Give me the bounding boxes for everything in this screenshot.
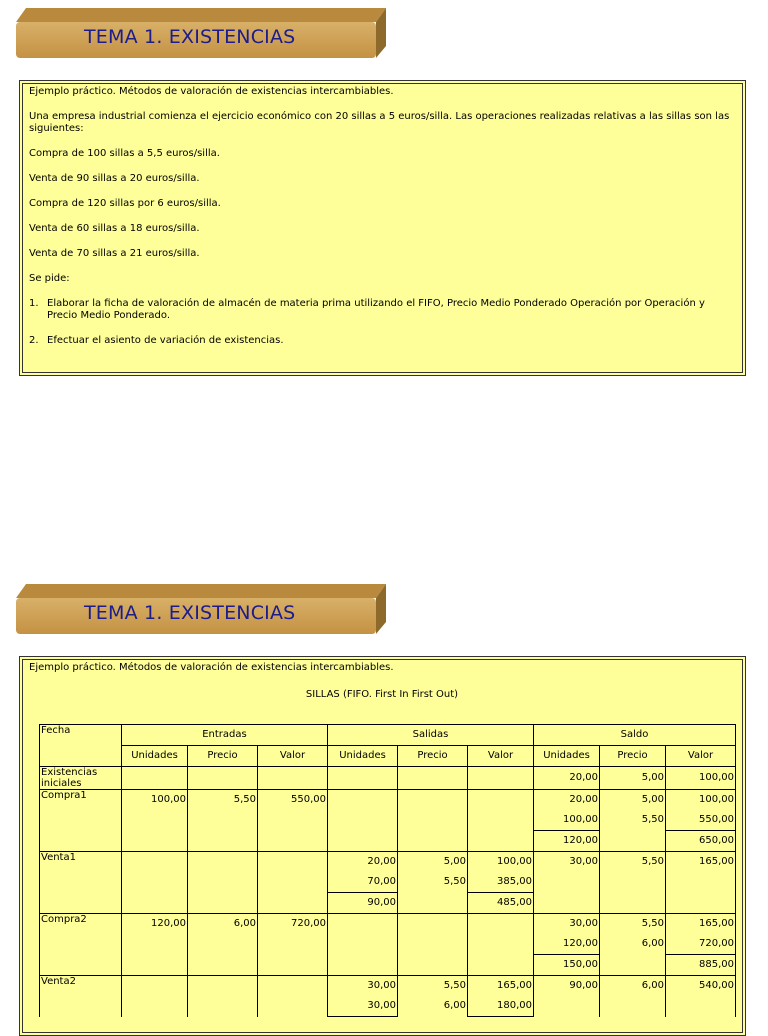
table-cell [600, 872, 666, 893]
table-cell [258, 996, 328, 1017]
table-cell [328, 790, 398, 811]
table-cell [122, 831, 188, 852]
table-cell [468, 767, 534, 790]
table-cell: 100,00 [666, 767, 736, 790]
table-cell [188, 976, 258, 997]
header-saldo: Saldo [534, 725, 736, 746]
table-cell: 6,00 [600, 934, 666, 955]
operation-item: Compra de 100 sillas a 5,5 euros/silla. [29, 148, 220, 159]
table-cell [122, 852, 188, 873]
header-unidades: Unidades [534, 746, 600, 767]
page-title: TEMA 1. EXISTENCIAS [84, 602, 296, 624]
table-cell [328, 831, 398, 852]
table-cell: 165,00 [666, 914, 736, 935]
row-fecha: Existencias iniciales [40, 767, 122, 790]
table-row [40, 955, 736, 976]
table-cell [328, 810, 398, 831]
operation-item: Venta de 90 sillas a 20 euros/silla. [29, 173, 200, 184]
table-cell [468, 810, 534, 831]
table-cell: 70,00 [328, 872, 398, 893]
table-cell [534, 872, 600, 893]
table-cell [468, 831, 534, 852]
table-cell: 720,00 [258, 914, 328, 935]
table-cell [258, 767, 328, 790]
table-cell: 540,00 [666, 976, 736, 997]
table-cell: 20,00 [534, 767, 600, 790]
table-cell [600, 893, 666, 914]
table-cell [398, 914, 468, 935]
table-header-groups [40, 725, 736, 746]
table-cell [188, 934, 258, 955]
table-cell [258, 852, 328, 873]
page-title: TEMA 1. EXISTENCIAS [84, 26, 296, 48]
table-cell: 100,00 [122, 790, 188, 811]
table-cell: 90,00 [534, 976, 600, 997]
table-cell [666, 996, 736, 1017]
table-cell: 90,00 [328, 893, 398, 914]
exercise-statement-box [19, 80, 746, 376]
table-cell: 5,50 [398, 976, 468, 997]
row-fecha: Compra1 [40, 790, 122, 852]
table-row [40, 872, 736, 893]
table-row [40, 934, 736, 955]
table-cell [258, 934, 328, 955]
exercise-intro: Una empresa industrial comienza el ejercicio económico con 20 sillas a 5 euros/silla. Las operaciones realizadas relativas a las sillas son las siguientes: [29, 111, 730, 134]
title-banner [14, 584, 386, 636]
operation-item: Compra de 120 sillas por 6 euros/silla. [29, 198, 221, 209]
exercise-heading: Ejemplo práctico. Métodos de valoración de existencias intercambiables. [29, 662, 394, 673]
table-cell [328, 767, 398, 790]
table-cell: 5,50 [188, 790, 258, 811]
table-cell: 165,00 [666, 852, 736, 873]
table-cell: 150,00 [534, 955, 600, 976]
table-cell [122, 767, 188, 790]
operation-item: Venta de 70 sillas a 21 euros/silla. [29, 248, 200, 259]
table-cell [188, 996, 258, 1017]
header-precio: Precio [600, 746, 666, 767]
table-cell [600, 996, 666, 1017]
table-cell [398, 767, 468, 790]
table-cell [398, 831, 468, 852]
table-cell: 30,00 [328, 976, 398, 997]
table-cell [258, 810, 328, 831]
title-banner [14, 8, 386, 60]
table-cell [258, 976, 328, 997]
table-cell [188, 872, 258, 893]
table-title: SILLAS (FIFO. First In First Out) [305, 689, 459, 700]
table-cell [328, 914, 398, 935]
table-cell: 5,50 [600, 914, 666, 935]
table-cell [398, 790, 468, 811]
table-cell [188, 810, 258, 831]
table-cell [328, 955, 398, 976]
table-cell [398, 934, 468, 955]
table-cell [468, 914, 534, 935]
header-valor: Valor [666, 746, 736, 767]
table-row [40, 767, 736, 790]
table-row [40, 810, 736, 831]
table-cell: 20,00 [328, 852, 398, 873]
table-cell: 6,00 [398, 996, 468, 1017]
table-cell [398, 893, 468, 914]
task-list [29, 298, 735, 347]
row-fecha: Compra2 [40, 914, 122, 976]
table-cell: 120,00 [534, 934, 600, 955]
table-cell: 720,00 [666, 934, 736, 955]
table-cell: 20,00 [534, 790, 600, 811]
row-fecha: Venta2 [40, 976, 122, 1017]
table-cell: 120,00 [534, 831, 600, 852]
table-cell [188, 767, 258, 790]
table-cell [258, 955, 328, 976]
header-precio: Precio [188, 746, 258, 767]
table-cell: 100,00 [666, 790, 736, 811]
task-text: Elaborar la ficha de valoración de almacén de materia prima utilizando el FIFO, Precio Medio Ponderado Operación por Operación y Precio Medio Ponderado. [47, 298, 705, 321]
table-cell [122, 976, 188, 997]
table-cell: 30,00 [328, 996, 398, 1017]
table-cell: 30,00 [534, 914, 600, 935]
table-row [40, 914, 736, 935]
table-row [40, 790, 736, 811]
table-cell: 120,00 [122, 914, 188, 935]
se-pide-label: Se pide: [29, 273, 70, 284]
fifo-valuation-table [39, 724, 736, 1017]
table-cell: 180,00 [468, 996, 534, 1017]
fifo-example-box [19, 656, 746, 1036]
header-precio: Precio [398, 746, 468, 767]
table-cell [600, 955, 666, 976]
table-cell [258, 893, 328, 914]
table-row [40, 976, 736, 997]
table-row [40, 893, 736, 914]
table-cell [188, 893, 258, 914]
table-cell [398, 955, 468, 976]
table-cell [534, 893, 600, 914]
table-cell: 6,00 [600, 976, 666, 997]
table-cell: 385,00 [468, 872, 534, 893]
table-cell [122, 955, 188, 976]
table-cell [258, 872, 328, 893]
header-valor: Valor [258, 746, 328, 767]
table-cell: 5,00 [398, 852, 468, 873]
table-cell [468, 934, 534, 955]
task-item [29, 335, 735, 347]
header-valor: Valor [468, 746, 534, 767]
table-cell: 5,00 [600, 767, 666, 790]
table-cell: 100,00 [468, 852, 534, 873]
table-cell [600, 831, 666, 852]
table-cell: 5,50 [600, 810, 666, 831]
header-unidades: Unidades [328, 746, 398, 767]
table-cell [328, 934, 398, 955]
table-cell [398, 810, 468, 831]
table-row [40, 996, 736, 1017]
table-cell [188, 852, 258, 873]
table-cell [468, 955, 534, 976]
table-cell [188, 955, 258, 976]
table-row [40, 831, 736, 852]
table-cell [122, 810, 188, 831]
table-cell: 485,00 [468, 893, 534, 914]
table-cell [188, 831, 258, 852]
table-cell [122, 872, 188, 893]
task-text: Efectuar el asiento de variación de existencias. [47, 335, 284, 346]
table-cell [258, 831, 328, 852]
table-cell [666, 872, 736, 893]
table-cell [122, 893, 188, 914]
table-cell: 5,00 [600, 790, 666, 811]
task-item [29, 298, 735, 322]
table-cell: 100,00 [534, 810, 600, 831]
table-cell: 550,00 [666, 810, 736, 831]
table-cell [122, 996, 188, 1017]
table-cell: 650,00 [666, 831, 736, 852]
table-cell: 5,50 [600, 852, 666, 873]
table-cell: 165,00 [468, 976, 534, 997]
table-cell: 5,50 [398, 872, 468, 893]
table-cell: 6,00 [188, 914, 258, 935]
table-cell [122, 934, 188, 955]
table-cell [534, 996, 600, 1017]
header-salidas: Salidas [328, 725, 534, 746]
header-unidades: Unidades [122, 746, 188, 767]
table-cell [468, 790, 534, 811]
table-cell [666, 893, 736, 914]
row-fecha: Venta1 [40, 852, 122, 914]
table-row [40, 852, 736, 873]
table-cell: 550,00 [258, 790, 328, 811]
header-fecha: Fecha [40, 725, 122, 767]
table-header-columns [40, 746, 736, 767]
header-entradas: Entradas [122, 725, 328, 746]
exercise-heading: Ejemplo práctico. Métodos de valoración de existencias intercambiables. [29, 86, 394, 97]
task-number: 1. [29, 298, 39, 309]
table-cell: 885,00 [666, 955, 736, 976]
task-number: 2. [29, 335, 39, 346]
table-cell: 30,00 [534, 852, 600, 873]
operation-item: Venta de 60 sillas a 18 euros/silla. [29, 223, 200, 234]
